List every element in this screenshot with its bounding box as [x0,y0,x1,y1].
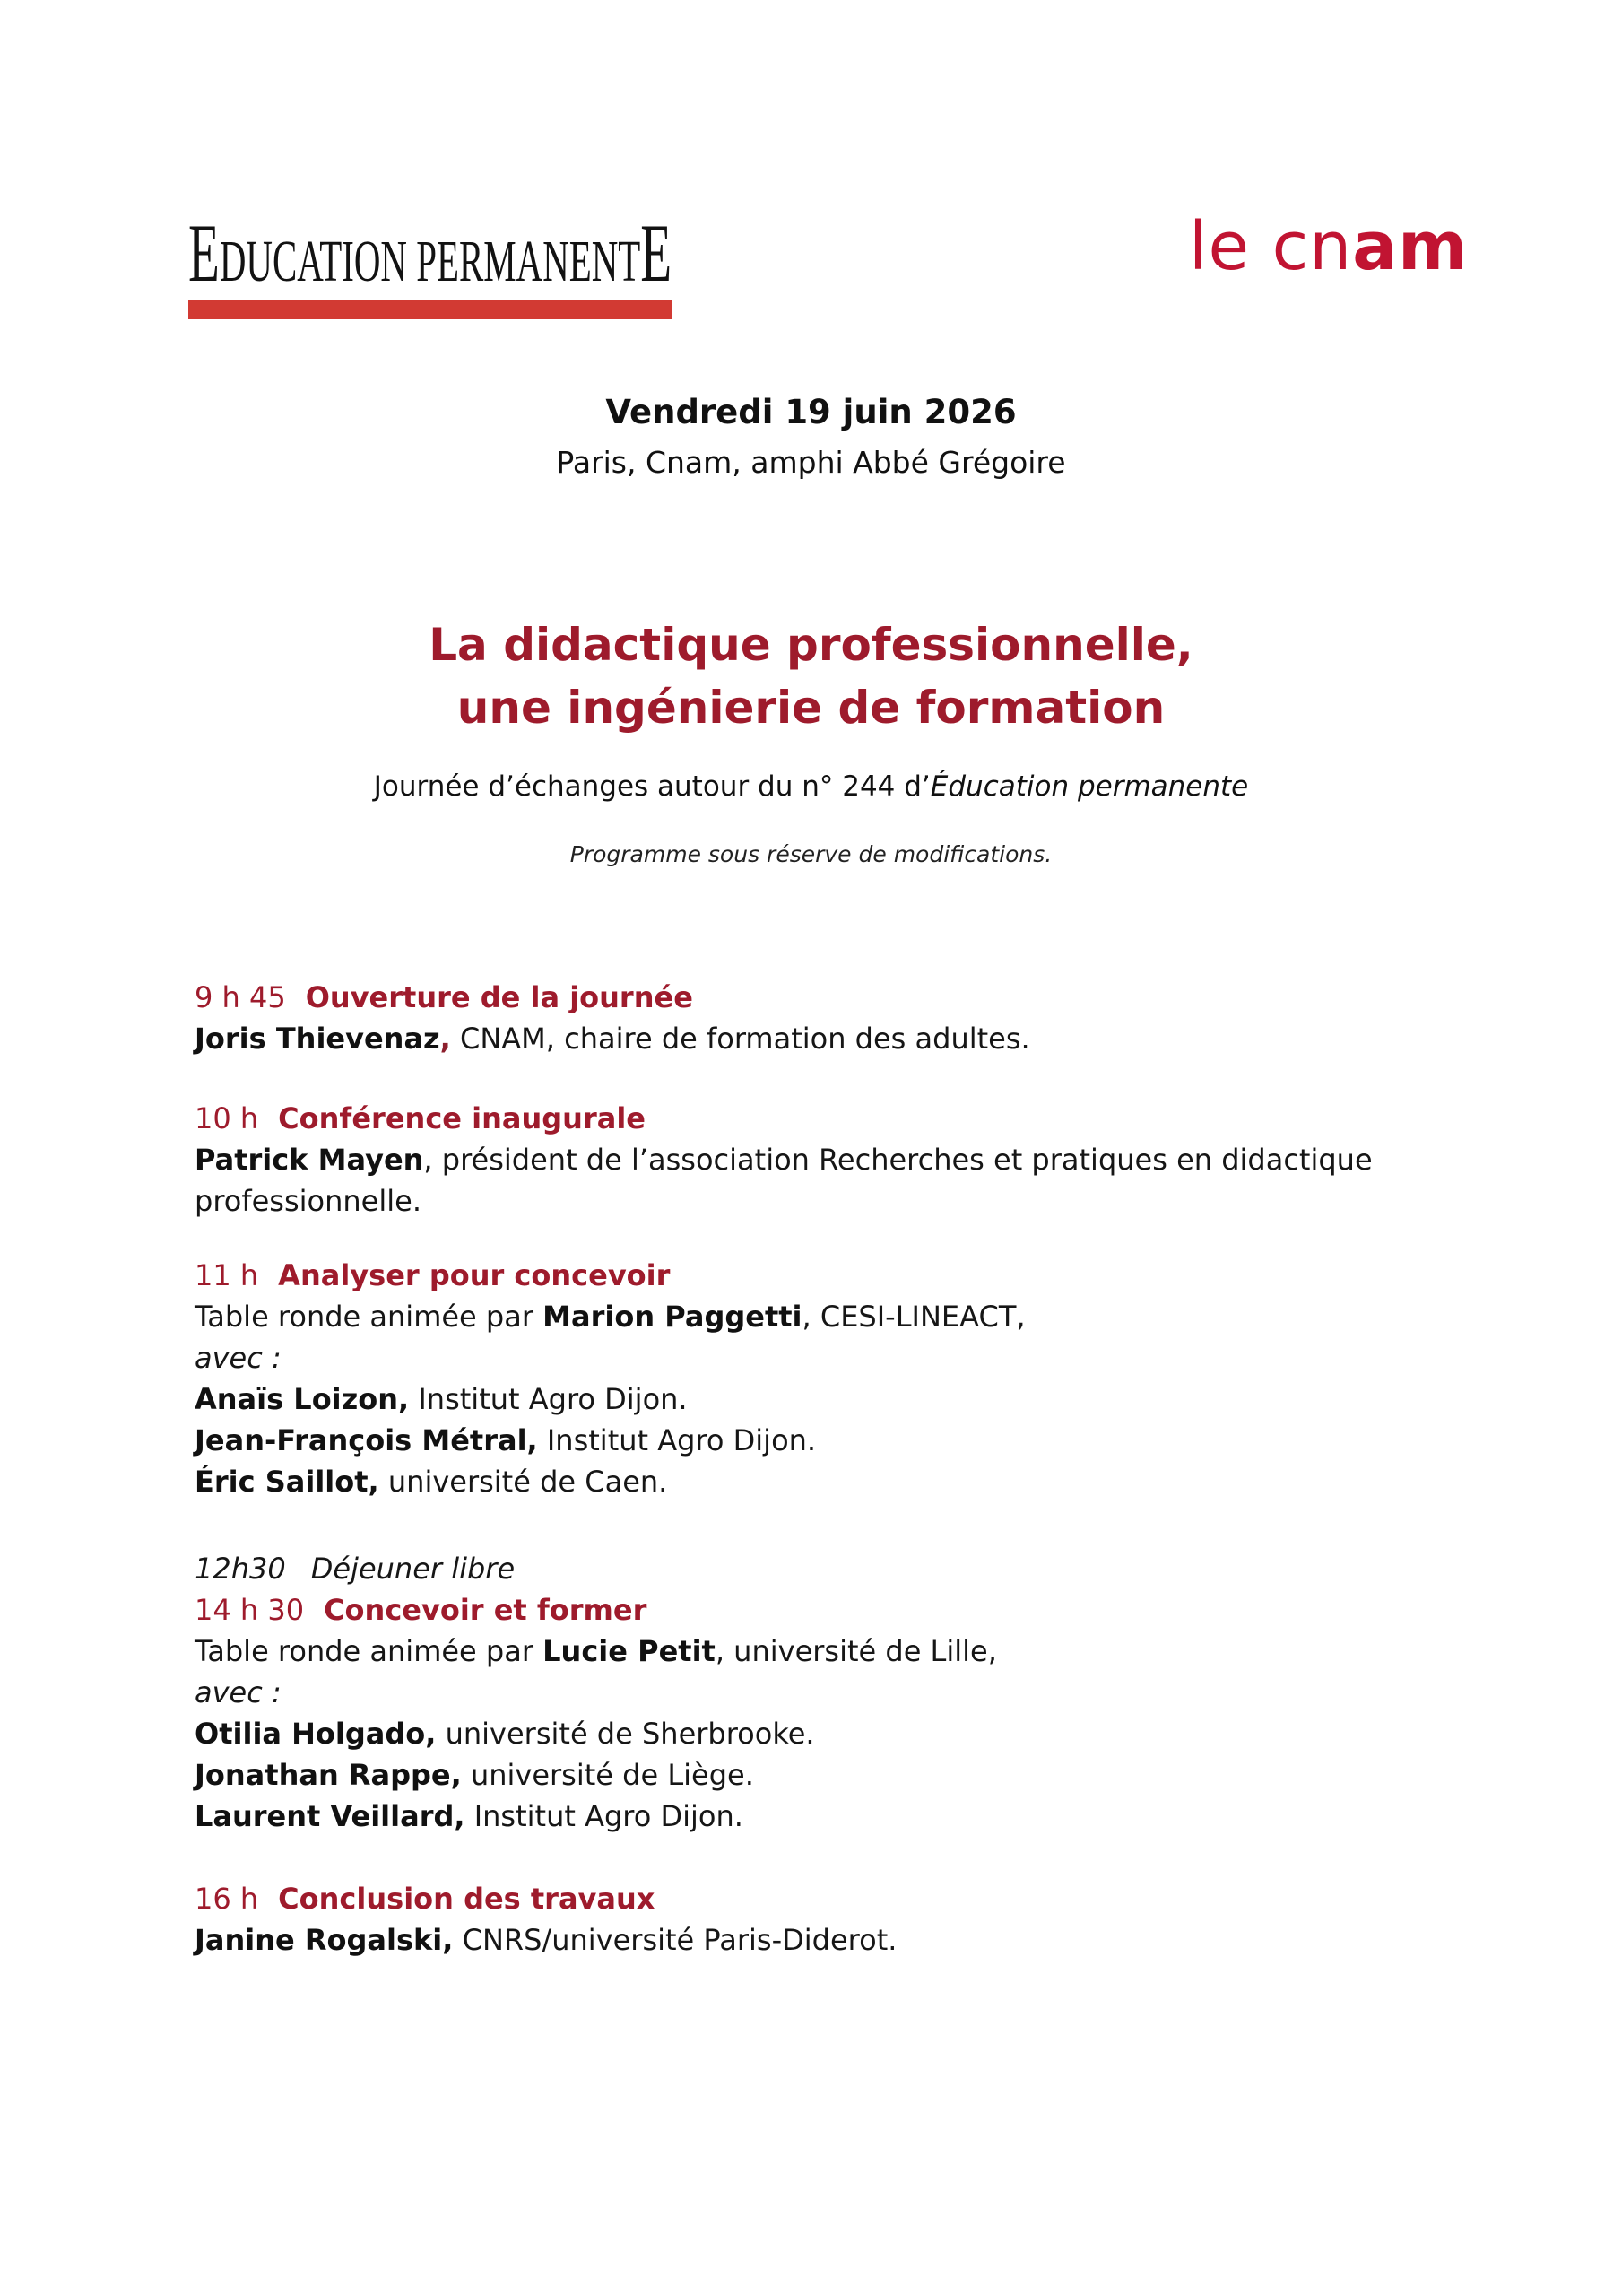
session-conclusion [195,1878,1575,1961]
session-analyser-pour-concevoir [195,1255,1575,1502]
participant-line [195,1754,1575,1796]
speaker-name: Janine Rogalski, [195,1923,454,1957]
session-heading [195,1589,1575,1631]
speaker-name: Patrick Mayen [195,1143,424,1177]
session-ouverture [195,977,1575,1059]
session-speaker-line [195,1919,1575,1961]
session-title: Conférence inaugurale [278,1101,646,1135]
session-title: Concevoir et former [324,1593,647,1627]
program-disclaimer: Programme sous réserve de modifications. [569,841,1053,867]
moderator-intro: Table ronde animée par [195,1300,543,1334]
session-heading [195,1878,1575,1919]
session-conference-inaugurale [195,1098,1575,1222]
cnam-logo-light-part: le cn [1189,208,1353,285]
participant-name: Otilia Holgado, [195,1717,437,1751]
participant-line [195,1461,1575,1502]
participant-name: Laurent Veillard, [195,1799,465,1833]
session-speaker-line [195,1139,1575,1222]
session-moderator-line [195,1631,1575,1672]
cnam-logo [1189,208,1469,285]
session-time: 11 h [195,1258,259,1292]
moderator-affiliation: , CESI-LINEACT, [802,1300,1026,1334]
cnam-logo-bold-part: am [1352,208,1469,285]
event-title-line1: La didactique professionnelle, [429,619,1193,671]
session-time: 16 h [195,1882,259,1916]
moderator-affiliation: , université de Lille, [715,1634,997,1668]
session-concevoir-et-former [195,1589,1575,1837]
speaker-name: Joris Thievenaz [195,1022,440,1056]
education-permanente-logo [188,207,968,319]
participant-affiliation: université de Liège. [461,1758,754,1792]
subtitle-regular-part: Journée d’échanges autour du n° 244 d’ [373,770,931,803]
session-time: 9 h 45 [195,980,286,1014]
break-label: Déjeuner libre [310,1552,516,1586]
session-speaker-line [195,1018,1575,1059]
participant-affiliation: Institut Agro Dijon. [537,1423,817,1457]
participant-line [195,1378,1575,1420]
moderator-intro: Table ronde animée par [195,1634,543,1668]
education-permanente-text [188,207,672,299]
break-time: 12h30 [195,1552,286,1586]
ep-initial-cap: E [188,207,220,299]
participant-affiliation: Institut Agro Dijon. [464,1799,743,1833]
speaker-affiliation: CNAM, chaire de formation des adultes. [450,1022,1030,1056]
event-subtitle [0,770,1622,803]
ep-body-text: DUCATION PERMANENT [219,229,641,294]
participant-name: Éric Saillot, [195,1465,379,1499]
lunch-break [195,1548,1575,1589]
session-time: 10 h [195,1101,259,1135]
speaker-affiliation: , président de l’association Recherches et pratiques en didactique professionnelle. [195,1143,1373,1218]
with-label: avec : [195,1675,282,1709]
ep-final-cap: E [640,207,672,299]
participant-affiliation: Institut Agro Dijon. [409,1382,688,1416]
moderator-name: Lucie Petit [542,1634,716,1668]
program [195,977,1575,1961]
event-date: Vendredi 19 juin 2026 [605,393,1017,431]
participant-affiliation: université de Sherbrooke. [436,1717,815,1751]
session-title: Conclusion des travaux [278,1882,655,1916]
participant-line [195,1713,1575,1754]
session-heading [195,1098,1575,1139]
participant-line [195,1420,1575,1461]
participant-line [195,1796,1575,1837]
education-permanente-wordmark [188,207,672,319]
session-heading [195,1255,1575,1296]
event-title-line2: une ingénierie de formation [456,682,1166,734]
session-title: Ouverture de la journée [305,980,693,1014]
participant-name: Anaïs Loizon, [195,1382,410,1416]
speaker-affiliation: CNRS/université Paris-Diderot. [453,1923,898,1957]
participant-affiliation: université de Caen. [378,1465,668,1499]
session-title: Analyser pour concevoir [278,1258,671,1292]
moderator-name: Marion Paggetti [542,1300,802,1334]
participant-name: Jonathan Rappe, [195,1758,462,1792]
subtitle-journal-name: Éducation permanente [930,770,1249,803]
with-label: avec : [195,1341,282,1375]
speaker-name-comma: , [439,1022,451,1056]
session-time: 14 h 30 [195,1593,305,1627]
session-moderator-line [195,1296,1575,1337]
event-title [0,613,1622,739]
education-permanente-logo-underline [188,300,672,319]
event-venue: Paris, Cnam, amphi Abbé Grégoire [556,445,1066,480]
participant-name: Jean-François Métral, [195,1423,538,1457]
session-heading [195,977,1575,1018]
